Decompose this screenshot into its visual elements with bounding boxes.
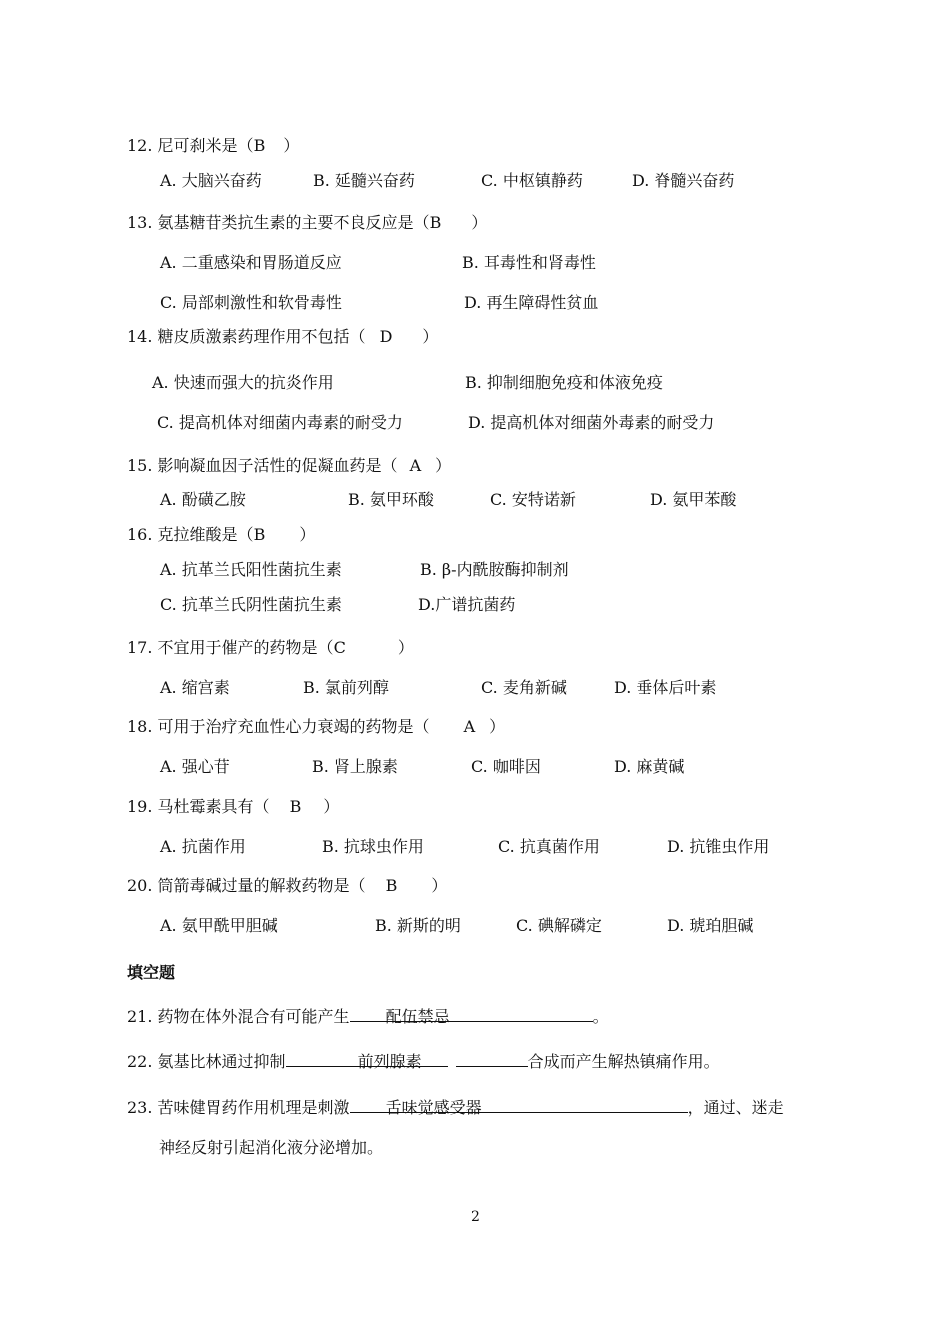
option-c: C. 中枢镇静药 xyxy=(481,171,583,190)
option-c: C. 麦角新碱 xyxy=(481,678,567,697)
question-answer: A xyxy=(409,456,422,475)
question-close: ） xyxy=(299,525,316,544)
option-d: D. 琥珀胆碱 xyxy=(667,916,754,935)
question-12 xyxy=(127,133,299,156)
question-number: 19. xyxy=(127,797,153,816)
question-text: 不宜用于催产的药物是（ xyxy=(157,638,334,657)
fill-blank xyxy=(350,1095,688,1117)
option-c: C. 抗真菌作用 xyxy=(498,837,600,856)
question-text: 筒箭毒碱过量的解救药物是（ xyxy=(157,876,366,895)
option-b: B. 肾上腺素 xyxy=(312,757,398,776)
option-b: B. 抗球虫作用 xyxy=(322,837,424,856)
fill-answer: 配伍禁忌 xyxy=(385,1007,450,1026)
question-close: ） xyxy=(435,456,452,475)
question-close: ） xyxy=(471,213,488,232)
question-text: 药物在体外混合有可能产生 xyxy=(157,1007,350,1026)
fill-blank xyxy=(286,1049,448,1071)
question-15 xyxy=(127,453,451,476)
question-text: 苦味健胃药作用机理是刺激 xyxy=(157,1098,350,1117)
question-text: 氨基比林通过抑制 xyxy=(157,1052,286,1071)
option-d: D. 垂体后叶素 xyxy=(614,678,717,697)
question-text: 马杜霉素具有（ xyxy=(157,797,270,816)
option-b: B. 延髓兴奋药 xyxy=(313,171,415,190)
fill-answer: 舌味觉感受器 xyxy=(385,1098,482,1117)
question-number: 23. xyxy=(127,1098,153,1117)
question-13 xyxy=(127,210,487,233)
question-16 xyxy=(127,522,315,545)
question-answer: B xyxy=(253,136,266,155)
option-c: C. 局部刺激性和软骨毒性 xyxy=(160,293,342,312)
page-number: 2 xyxy=(471,1209,480,1225)
question-text-end: 合成而产生解热镇痛作用。 xyxy=(527,1052,720,1071)
section-title: 填空题 xyxy=(127,963,176,982)
question-number: 17. xyxy=(127,638,153,657)
option-a: A. 二重感染和胃肠道反应 xyxy=(160,253,342,272)
option-c: C. 提高机体对细菌内毒素的耐受力 xyxy=(157,413,403,432)
question-close: ） xyxy=(323,797,340,816)
option-b: B. 抑制细胞免疫和体液免疫 xyxy=(465,373,663,392)
question-close: ） xyxy=(422,327,439,346)
question-18 xyxy=(127,714,505,737)
question-text: 克拉维酸是（ xyxy=(157,525,254,544)
fill-blank-2 xyxy=(456,1048,528,1067)
question-14 xyxy=(127,324,438,347)
option-c: C. 抗革兰氏阴性菌抗生素 xyxy=(160,595,342,614)
option-a: A. 大脑兴奋药 xyxy=(160,171,262,190)
question-text-end: ，通过、迷走 xyxy=(687,1098,784,1117)
fill-question-23-continuation: 神经反射引起消化液分泌增加。 xyxy=(159,1138,384,1157)
option-d: D. 抗锥虫作用 xyxy=(667,837,770,856)
fill-blank xyxy=(350,1004,593,1026)
question-number: 13. xyxy=(127,213,153,232)
option-a: A. 快速而强大的抗炎作用 xyxy=(152,373,334,392)
question-number: 20. xyxy=(127,876,153,895)
option-c: C. 碘解磷定 xyxy=(516,916,602,935)
question-close: ） xyxy=(431,876,448,895)
question-number: 14. xyxy=(127,327,153,346)
option-b: B. 耳毒性和肾毒性 xyxy=(462,253,596,272)
question-answer: D xyxy=(379,327,393,346)
question-answer: B xyxy=(253,525,266,544)
fill-answer: 前列腺素 xyxy=(357,1052,422,1071)
option-b: B. 氯前列醇 xyxy=(303,678,389,697)
option-d: D. 提高机体对细菌外毒素的耐受力 xyxy=(468,413,715,432)
option-a: A. 酚磺乙胺 xyxy=(160,490,246,509)
question-answer: B xyxy=(289,797,302,816)
fill-question-23 xyxy=(127,1095,784,1118)
option-a: A. 抗菌作用 xyxy=(160,837,246,856)
question-number: 21. xyxy=(127,1007,153,1026)
option-a: A. 抗革兰氏阳性菌抗生素 xyxy=(160,560,342,579)
option-a: A. 缩宫素 xyxy=(160,678,230,697)
question-answer: B xyxy=(385,876,398,895)
question-20 xyxy=(127,873,447,896)
option-d: D. 再生障碍性贫血 xyxy=(464,293,599,312)
option-a: A. 氨甲酰甲胆碱 xyxy=(160,916,278,935)
question-close: ） xyxy=(397,638,414,657)
question-text: 尼可刹米是（ xyxy=(157,136,254,155)
question-number: 15. xyxy=(127,456,153,475)
question-answer: C xyxy=(333,638,346,657)
question-number: 22. xyxy=(127,1052,153,1071)
question-text-end: 。 xyxy=(592,1007,609,1026)
option-b: B. 新斯的明 xyxy=(375,916,461,935)
option-d: D.广谱抗菌药 xyxy=(418,595,516,614)
option-b: B. 氨甲环酸 xyxy=(348,490,434,509)
question-text: 影响凝血因子活性的促凝血药是（ xyxy=(157,456,398,475)
option-d: D. 脊髓兴奋药 xyxy=(632,171,735,190)
question-close: ） xyxy=(489,717,506,736)
question-text: 可用于治疗充血性心力衰竭的药物是（ xyxy=(157,717,430,736)
question-close: ） xyxy=(283,136,300,155)
question-number: 18. xyxy=(127,717,153,736)
option-d: D. 麻黄碱 xyxy=(614,757,685,776)
option-b: B. β-内酰胺酶抑制剂 xyxy=(420,560,569,579)
option-d: D. 氨甲苯酸 xyxy=(650,490,737,509)
question-number: 12. xyxy=(127,136,153,155)
question-answer: A xyxy=(463,717,476,736)
fill-question-21 xyxy=(127,1004,609,1027)
question-17 xyxy=(127,635,414,658)
question-answer: B xyxy=(429,213,442,232)
option-c: C. 安特诺新 xyxy=(490,490,576,509)
fill-question-22 xyxy=(127,1048,720,1072)
question-text: 糖皮质激素药理作用不包括（ xyxy=(157,327,366,346)
question-text: 氨基糖苷类抗生素的主要不良反应是（ xyxy=(157,213,430,232)
question-number: 16. xyxy=(127,525,153,544)
option-c: C. 咖啡因 xyxy=(471,757,541,776)
question-19 xyxy=(127,794,339,817)
option-a: A. 强心苷 xyxy=(160,757,230,776)
